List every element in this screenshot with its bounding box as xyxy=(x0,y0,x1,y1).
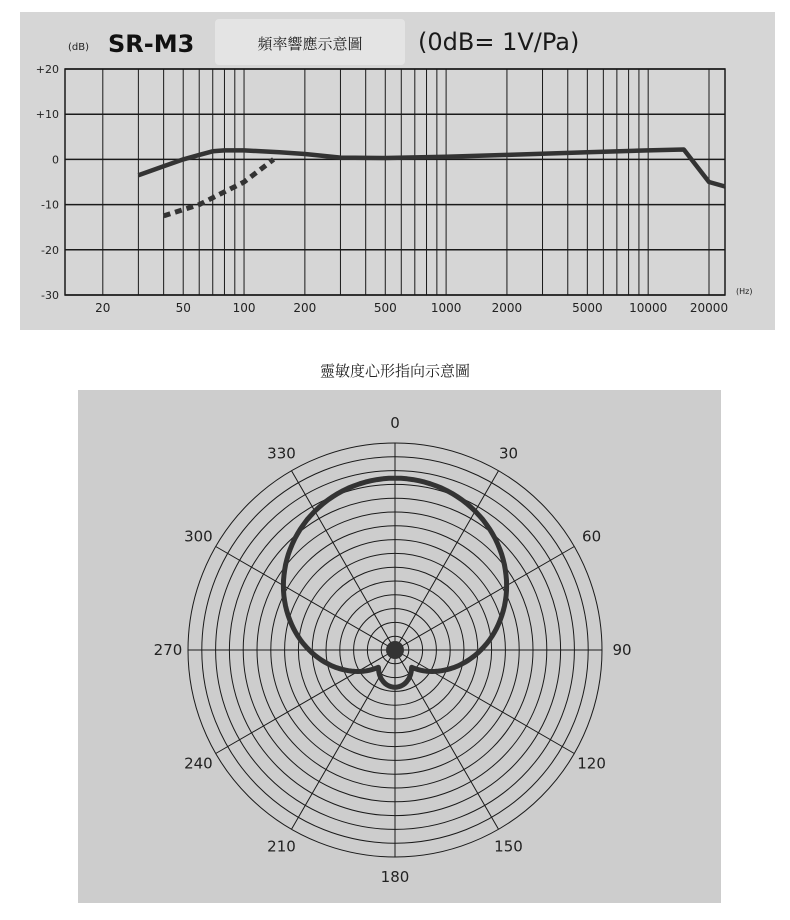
frequency-response-panel xyxy=(20,12,775,330)
polar-spoke xyxy=(395,471,499,650)
y-tick-label: -30 xyxy=(41,289,59,302)
polar-pattern-chart xyxy=(78,390,721,903)
series-response xyxy=(138,150,725,187)
y-unit-label: (dB) xyxy=(68,42,90,53)
chart-subtitle: 頻率響應示意圖 xyxy=(257,35,363,53)
polar-pattern-panel xyxy=(78,390,721,903)
polar-chart-title: 靈敏度心形指向示意圖 xyxy=(319,362,470,380)
angle-label: 330 xyxy=(267,444,296,463)
angle-label: 270 xyxy=(153,641,183,659)
polar-center-dot xyxy=(386,641,404,659)
y-tick-label: 0 xyxy=(52,153,59,167)
polar-spoke xyxy=(216,650,395,754)
x-tick-label: 100 xyxy=(232,301,256,315)
angle-label: 150 xyxy=(494,837,523,856)
angle-label: 90 xyxy=(612,641,632,659)
x-tick-label: 20000 xyxy=(689,301,729,315)
angle-label: 0 xyxy=(390,414,400,432)
polar-spoke xyxy=(395,547,574,651)
y-tick-label: +20 xyxy=(35,63,59,76)
polar-spoke xyxy=(395,650,574,754)
y-tick-label: +10 xyxy=(35,108,59,122)
angle-label: 180 xyxy=(380,868,410,886)
x-tick-label: 1000 xyxy=(430,301,462,315)
x-tick-label: 500 xyxy=(373,301,397,315)
x-tick-label: 50 xyxy=(175,301,191,315)
x-unit-label: (Hz) xyxy=(736,287,753,296)
x-tick-label: 200 xyxy=(293,301,317,315)
polar-spoke xyxy=(292,471,396,650)
x-tick-label: 5000 xyxy=(572,301,603,315)
series-low-cut xyxy=(164,159,274,216)
angle-label: 30 xyxy=(498,444,519,463)
angle-label: 60 xyxy=(582,527,602,546)
y-tick-label: -10 xyxy=(41,198,59,212)
angle-label: 120 xyxy=(577,754,606,773)
x-tick-label: 10000 xyxy=(629,301,668,315)
polar-spoke xyxy=(216,547,395,651)
reference-label: (0dB= 1V/Pa) xyxy=(418,28,580,56)
y-tick-label: -20 xyxy=(41,243,59,257)
angle-label: 210 xyxy=(267,837,296,856)
x-tick-label: 2000 xyxy=(491,301,523,315)
chart-title: SR-M3 xyxy=(108,30,195,58)
angle-label: 240 xyxy=(184,754,213,773)
frequency-response-chart xyxy=(20,12,775,330)
angle-label: 300 xyxy=(184,527,213,546)
x-tick-label: 20 xyxy=(95,301,111,315)
